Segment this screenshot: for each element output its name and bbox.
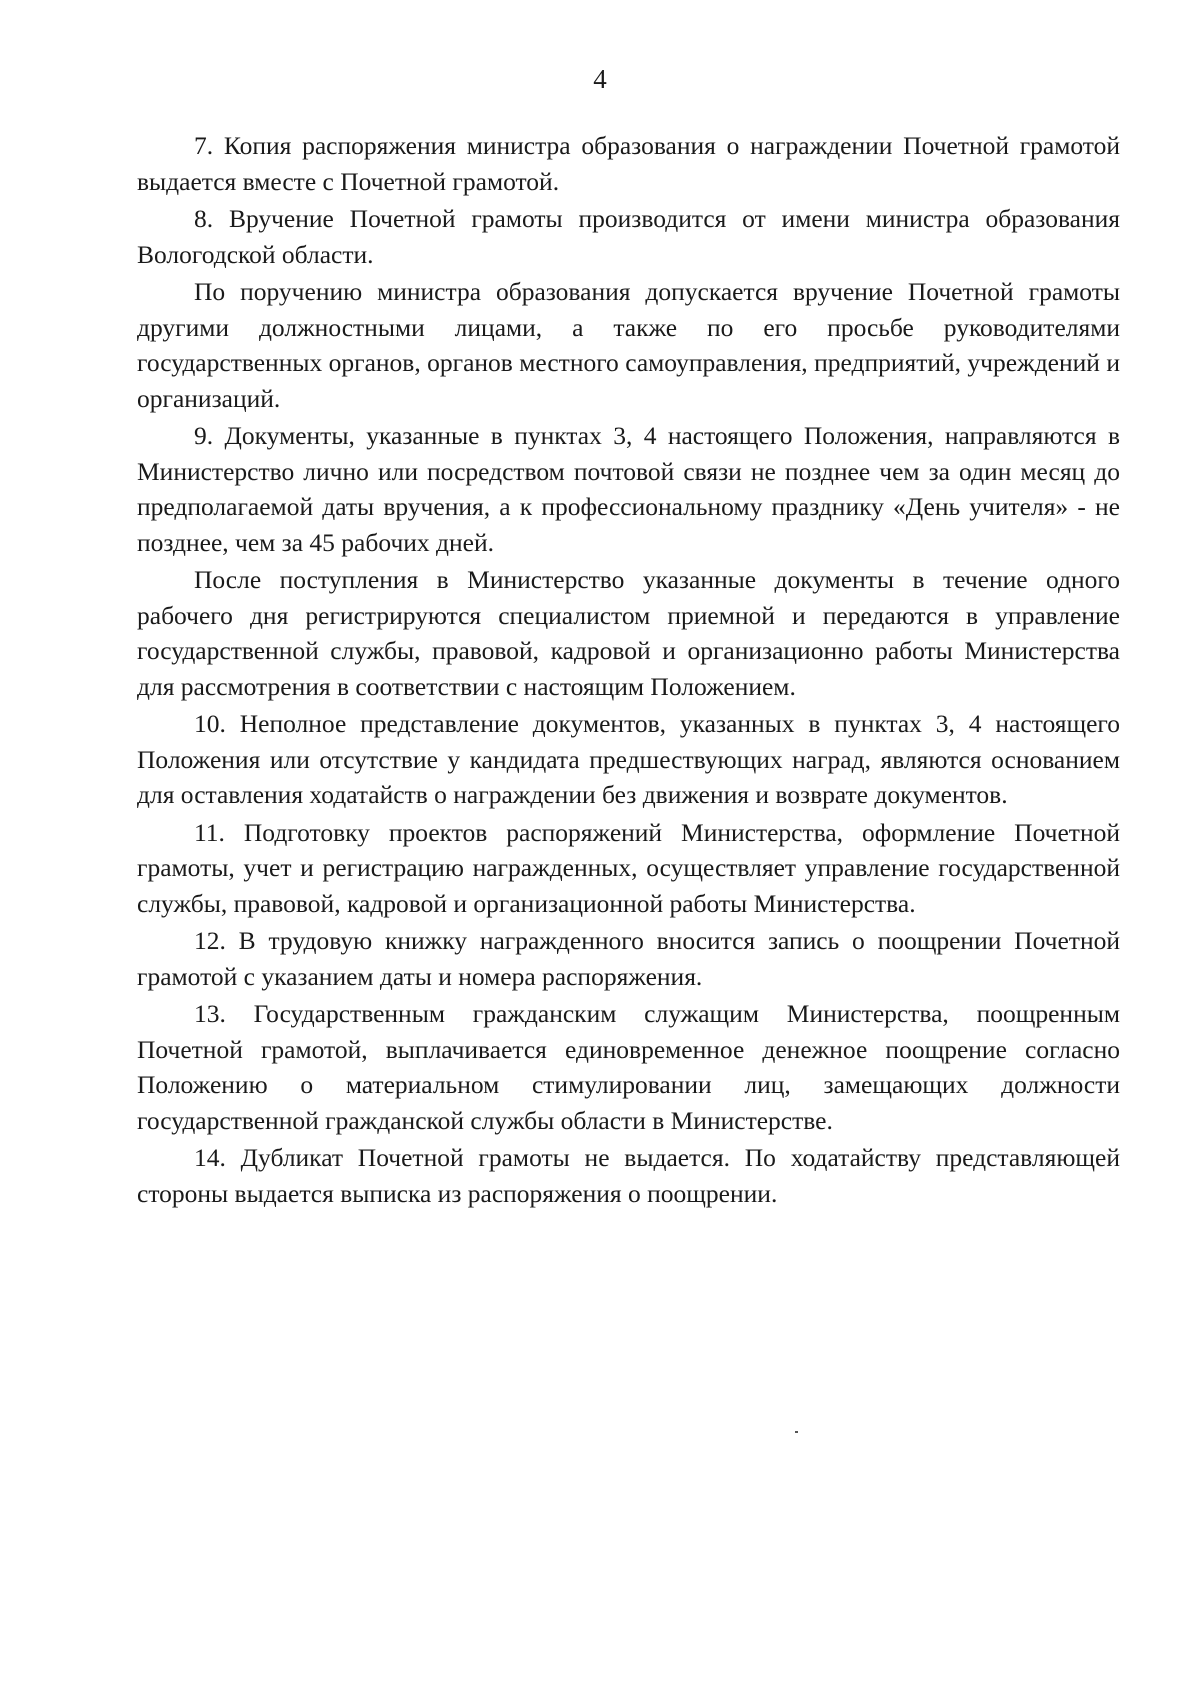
paragraph-11: 11. Подготовку проектов распоряжений Министерства, оформление Почетной грамоты, учет и регистрацию награжденных, осуществляет управление государственной службы, правовой, кадровой и организационной работы Министерства. bbox=[137, 817, 1120, 918]
paragraph-12: 12. В трудовую книжку награжденного вносится запись о поощрении Почетной грамотой с указанием даты и номера распоряжения. bbox=[137, 926, 1120, 991]
paragraph-9: 9. Документы, указанные в пунктах 3, 4 настоящего Положения, направляются в Министерство лично или посредством почтовой связи не позднее чем за один месяц до предполагаемой даты вручения, а к профессиональному празднику «День учителя» - не позднее, чем за 45 рабочих дней. bbox=[137, 421, 1120, 557]
paragraph-10: 10. Неполное представление документов, указанных в пунктах 3, 4 настоящего Положения или отсутствие у кандидата предшествующих наград, являются основанием для оставления ходатайств о награждении без движения и возврате документов. bbox=[137, 709, 1120, 809]
paragraph-9-continued: После поступления в Министерство указанные документы в течение одного рабочего дня регистрируются специалистом приемной и передаются в управление государственной службы, правовой, кадровой и организационно работы Министерства для рассмотрения в соответствии с настоящим Положением. bbox=[137, 565, 1120, 701]
paragraph-7: 7. Копия распоряжения министра образования о награждении Почетной грамотой выдается вместе с Почетной грамотой. bbox=[137, 131, 1120, 196]
scan-speck bbox=[795, 1431, 798, 1433]
paragraph-8: 8. Вручение Почетной грамоты производится от имени министра образования Вологодской области. bbox=[137, 204, 1120, 269]
paragraph-13: 13. Государственным гражданским служащим Министерства, поощренным Почетной грамотой, выплачивается единовременное денежное поощрение согласно Положению о материальном стимулировании лиц, замещающих должности государственной гражданской службы области в Министерстве. bbox=[137, 999, 1120, 1135]
paragraph-8-continued: По поручению министра образования допускается вручение Почетной грамоты другими должностными лицами, а также по его просьбе руководителями государственных органов, органов местного самоуправления, предприятий, учреждений и организаций. bbox=[137, 277, 1120, 413]
document-body bbox=[137, 128, 1120, 1213]
page-number: 4 bbox=[593, 64, 607, 94]
paragraph-14: 14. Дубликат Почетной грамоты не выдается. По ходатайству представляющей стороны выдается выписка из распоряжения о поощрении. bbox=[137, 1143, 1120, 1208]
